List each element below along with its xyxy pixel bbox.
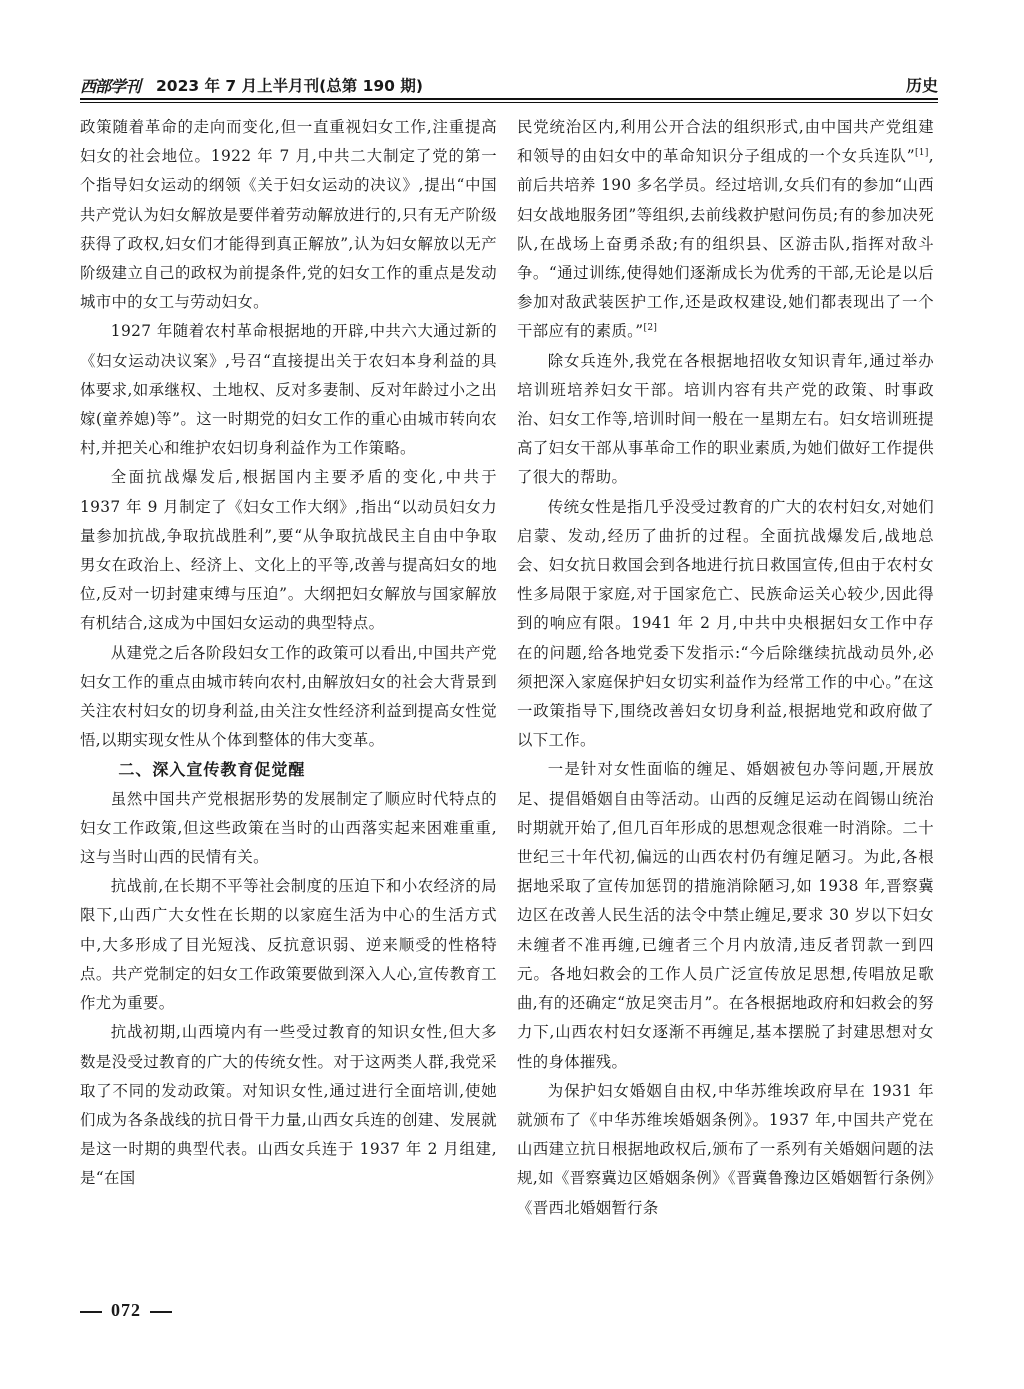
paragraph-text: 民党统治区内,利用公开合法的组织形式,由中国共产党组建和领导的由妇女中的革命知识分子组成的一个女兵连队” — [517, 118, 934, 166]
paragraph: 传统女性是指几乎没受过教育的广大的农村妇女,对她们启蒙、发动,经历了曲折的过程。全面抗战爆发后,战地总会、妇女抗日救国会到各地进行抗日救国宣传,但由于农村女性多局限于家庭,对于国家危亡、民族命运关心较少,因此得到的响应有限。1941 年 2 月,中共中央根据妇女工作中存在的问题,给各地党委下发指示:“今后除继续抗战动员外,必须把深入家庭保护妇女切实利益作为经常工作的中心。”在这一政策指导下,围绕改善妇女切身利益,根据地党和政府做了以下工作。 — [517, 497, 934, 750]
paragraph: 抗战前,在长期不平等社会制度的压迫下和小农经济的局限下,山西广大女性在长期的以家庭生活为中心的生活方式中,大多形成了目光短浅、反抗意识弱、逆来顺受的性格特点。共产党制定的妇女工作政策要做到深入人心,宣传教育工作尤为重要。 — [80, 877, 497, 1013]
paragraph: 1927 年随着农村革命根据地的开辟,中共六大通过新的《妇女运动决议案》,号召“直接提出关于农妇本身利益的具体要求,如承继权、土地权、反对多妻制、反对年龄过小之出嫁(童养媳)等”。这一时期党的妇女工作的重心由城市转向农村,并把关心和维护农妇切身利益作为工作策略。 — [80, 322, 497, 458]
header-rule-thick — [80, 98, 938, 100]
paragraph — [517, 113, 934, 347]
paragraph-text: ,前后共培养 190 多名学员。经过培训,女兵们有的参加“山西妇女战地服务团”等组织,去前线救护慰问伤员;有的参加决死队,在战场上奋勇杀敌;有的组织县、区游击队,指挥对敌斗争。“通过训练,使得她们逐渐成长为优秀的干部,无论是以后参加对敌武装医护工作,还是政权建设,她们都表现出了一个干部应有的素质。” — [517, 147, 934, 341]
paragraph: 政策随着革命的走向而变化,但一直重视妇女工作,注重提高妇女的社会地位。1922 年 7 月,中共二大制定了党的第一个指导妇女运动的纲领《关于妇女运动的决议》,提出“中国共产党认为妇女解放是要伴着劳动解放进行的,只有无产阶级获得了政权,妇女们才能得到真正解放”,认为妇女解放以无产阶级建立自己的政权为前提条件,党的妇女工作的重点是发动城市中的女工与劳动妇女。 — [80, 118, 497, 312]
footer-dash — [80, 1311, 102, 1313]
running-header — [80, 70, 938, 100]
left-column — [80, 113, 497, 1298]
page-footer — [80, 1300, 181, 1321]
issue-info: 2023 年 7 月上半月刊(总第 190 期) — [156, 77, 423, 95]
paragraph: 全面抗战爆发后,根据国内主要矛盾的变化,中共于 1937 年 9 月制定了《妇女工作大纲》,指出“以动员妇女力量参加抗战,争取抗战胜利”,要“从争取抗战民主自由中争取男女在政治上、经济上、文化上的平等,改善与提高妇女的地位,反对一切封建束缚与压迫”。大纲把妇女解放与国家解放有机结合,这成为中国妇女运动的典型特点。 — [80, 468, 497, 633]
header-rule-thin — [80, 102, 938, 103]
section-heading: 二、深入宣传教育促觉醒 — [118, 760, 306, 780]
paragraph: 抗战初期,山西境内有一些受过教育的知识女性,但大多数是没受过教育的广大的传统女性。对于这两类人群,我党采取了不同的发动政策。对知识女性,通过进行全面培训,使她们成为各条战线的抗日骨干力量,山西女兵连的创建、发展就是这一时期的典型代表。山西女兵连于 1937 年 2 月组建,是“在国 — [80, 1023, 497, 1188]
paragraph: 虽然中国共产党根据形势的发展制定了顺应时代特点的妇女工作政策,但这些政策在当时的山西落实起来困难重重,这与当时山西的民情有关。 — [80, 789, 497, 867]
paragraph: 为保护妇女婚姻自由权,中华苏维埃政府早在 1931 年就颁布了《中华苏维埃婚姻条例》。1937 年,中国共产党在山西建立抗日根据地政权后,颁布了一系列有关婚姻问题的法规,如《晋察冀边区婚姻条例》《晋冀鲁豫边区婚姻暂行条例》《晋西北婚姻暂行条 — [517, 1081, 934, 1217]
citation-ref: [2] — [643, 323, 658, 334]
right-column — [517, 113, 934, 1298]
journal-logo: 西部学刊 — [80, 77, 141, 96]
paragraph: 一是针对女性面临的缠足、婚姻被包办等问题,开展放足、提倡婚姻自由等活动。山西的反缠足运动在阎锡山统治时期就开始了,但几百年形成的思想观念很难一时消除。二十世纪三十年代初,偏远的山西农村仍有缠足陋习。为此,各根据地采取了宣传加惩罚的措施消除陋习,如 1938 年,晋察冀边区在改善人民生活的法令中禁止缠足,要求 30 岁以下妇女未缠者不准再缠,已缠者三个月内放清,违反者罚款一到四元。各地妇救会的工作人员广泛宣传放足思想,传唱放足歌曲,有的还确定“放足突击月”。在各根据地政府和妇救会的努力下,山西农村妇女逐渐不再缠足,基本摆脱了封建思想对女性的身体摧残。 — [517, 760, 934, 1071]
citation-ref: [1] — [914, 148, 929, 159]
footer-dash — [150, 1311, 172, 1313]
page-number: 072 — [111, 1300, 141, 1320]
paragraph: 除女兵连外,我党在各根据地招收女知识青年,通过举办培训班培养妇女干部。培训内容有共产党的政策、时事政治、妇女工作等,培训时间一般在一星期左右。妇女培训班提高了妇女干部从事革命工作的职业素质,为她们做好工作提供了很大的帮助。 — [517, 351, 934, 487]
paragraph: 从建党之后各阶段妇女工作的政策可以看出,中国共产党妇女工作的重点由城市转向农村,由解放妇女的社会大背景到关注农村妇女的切身利益,由关注女性经济利益到提高女性觉悟,以期实现女性从个体到整体的伟大变革。 — [80, 643, 497, 750]
section-name: 历史 — [905, 76, 938, 95]
